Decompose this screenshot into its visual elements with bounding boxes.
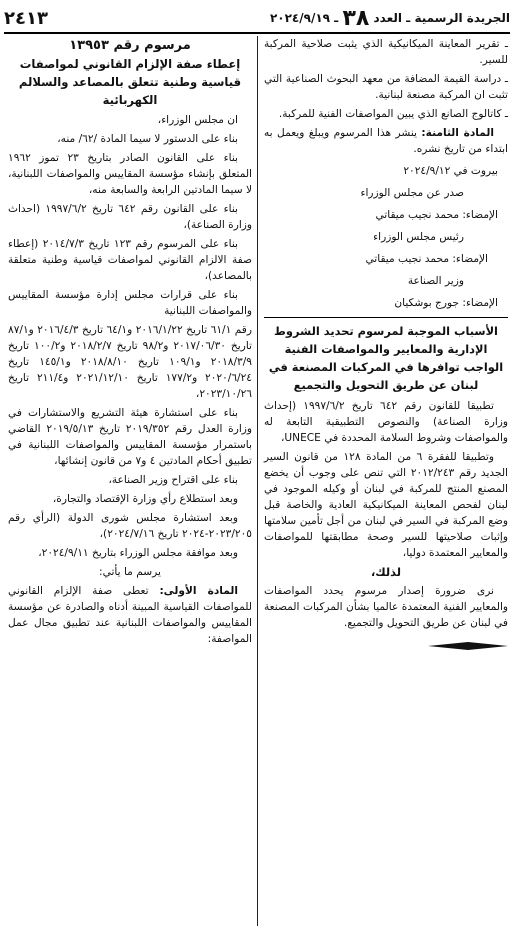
- page-number: ٢٤١٣: [4, 7, 48, 29]
- article-text: تعطى صفة الإلزام القانوني للمواصفات القياسية المبينة أدناه والصادرة عن مؤسسة المقاييس والمواصفات اللبنانية عند تطبيق مجال عمل المواصفة:: [8, 585, 252, 645]
- reasons-title: الأسباب الموجبة لمرسوم تحديد الشروط الإدارية والمعايير والمواصفات الفنية الواجب توافرها في المركبات المصنعة في لبنان عن طريق التحويل والتجميع: [268, 324, 504, 392]
- reasons-paragraph: تطبيقا للقانون رقم ٦٤٢ تاريخ ١٩٩٧/٦/٢ (إحداث وزارة الصناعة) والنصوص التطبيقية التابعة له والمواصفات وشروط السلامة المحددة في UNECE،: [264, 400, 508, 444]
- right-column: [264, 36, 508, 655]
- article-one: [8, 583, 252, 647]
- article-label: المادة الأولى:: [159, 585, 238, 597]
- preamble-paragraph: بناء على اقتراح وزير الصناعة،: [108, 474, 238, 486]
- minister-title: وزير الصناعة: [407, 275, 464, 287]
- preamble-paragraph: ان مجلس الوزراء،: [157, 114, 238, 126]
- preamble-paragraph: بناء على المرسوم رقم ١٢٣ تاريخ ٢٠١٤/٧/٣ (إعطاء صفة الالزام القانوني لمواصفات قياسية وطنية متعلقة بالمصاعد)،: [8, 238, 252, 282]
- preamble-paragraph: بناء على قرارات مجلس إدارة مؤسسة المقاييس والمواصفات اللبنانية: [8, 289, 252, 317]
- header-title: الجريدة الرسمية ـ العدد ٣٨ ـ ٢٠٢٤/٩/١٩: [269, 5, 510, 31]
- preamble-paragraph: وبعد موافقة مجلس الوزراء بتاريخ ٢٠٢٤/٩/١١،: [38, 547, 238, 559]
- issue-number: ٣٨: [342, 5, 370, 31]
- signature-block: [264, 163, 508, 311]
- list-item: ـ دراسة القيمة المضافة من معهد البحوث الصناعية التي تثبت ان المركبة مصنعة لبنانية.: [264, 73, 508, 101]
- preamble-paragraph: رقم ٦١/١ تاريخ ٢٠١٦/١/٢٢ و٦٤/١ تاريخ ٢٠١٦/٤/٣ و٨٧/١ تاريخ ٢٠١٧/٠٦/٣٠ و٩٨/٢ تاريخ ٢٠١٨/٢/٧ و١٠٠/٢ تاريخ ٢٠١٨/٣/٩ و١٠٩/١ تاريخ ٢٠١٨/٨/١٠ و١٤٥/١ تاريخ ٢٠٢٠/٦/٢٤ و١٧٧/٢ تاريخ ٢٠٢١/١٢/١٠ و٢١١/٤ تاريخ ٢٠٢٣/١٠/٢٦،: [8, 324, 252, 400]
- preamble-paragraph: وبعد استشارة مجلس شورى الدولة (الرأي رقم ٢٠٢٣/٢٠٥-٢٠٢٤ تاريخ ٢٠٢٤/٧/١٦)،: [8, 512, 252, 540]
- section-divider: [264, 317, 508, 318]
- left-column: [8, 36, 252, 650]
- issued-by: صدر عن مجلس الوزراء: [360, 187, 464, 199]
- preamble-paragraph: بناء على القانون رقم ٦٤٢ تاريخ ١٩٩٧/٦/٢ (احداث وزارة الصناعة)،: [8, 203, 252, 231]
- preamble-paragraph: بناء على الدستور لا سيما المادة /٦٢/ منه،: [57, 133, 238, 145]
- preamble-paragraph: بناء على استشارة هيئة التشريع والاستشارات في وزارة العدل رقم ٢٠١٩/٣٥٢ تاريخ ٢٠١٩/٥/١٣ القاضي باستمرار مؤسسة المقاييس والمواصفات اللبنانية في تطبيق أحكام المادتين ٤ و٧ من قانون إنشائها،: [8, 407, 252, 467]
- article-text: ينشر هذا المرسوم ويبلغ ويعمل به ابتداء من تاريخ نشره.: [264, 127, 508, 155]
- list-item: ـ تقرير المعاينة الميكانيكية الذي يثبت صلاحية المركبة للسير.: [264, 38, 508, 66]
- reasons-paragraph: نرى ضرورة إصدار مرسوم يحدد المواصفات والمعايير الفنية المعتمدة عالميا بشأن المركبات المصنعة في لبنان عن طريق التحويل والتجميع.: [264, 585, 508, 629]
- therefore-label: لذلك،: [370, 565, 402, 579]
- article-eight: [264, 125, 508, 157]
- article-label: المادة الثامنة:: [421, 127, 494, 139]
- signature-line: الإمضاء: محمد نجيب ميقاتي: [365, 253, 488, 265]
- decree-enact: يرسم ما يأتي:: [99, 566, 161, 578]
- issue-date: ٢٠٢٤/٩/١٩: [269, 10, 330, 25]
- end-ornament-icon: [428, 642, 508, 650]
- list-item: ـ كاتالوج الصانع الذي يبين المواصفات الفنية للمركبة.: [278, 108, 508, 120]
- signature-line: الإمضاء: جورج بوشكيان: [394, 297, 498, 309]
- signature-line: الإمضاء: محمد نجيب ميقاتي: [375, 209, 498, 221]
- decree-subject: إعطاء صفة الإلزام القانوني لمواصفات قياسية وطنية تتعلق بالمصاعد والسلالم الكهربائية: [18, 57, 242, 107]
- reasons-paragraph: وتطبيقا للفقرة ٦ من المادة ١٢٨ من قانون السير الجديد رقم ٢٠١٢/٢٤٣ التي تنص على وجوب أن يخضع المصنع المنتج للمركبة في لبنان أو وكيله الموجود في لبنان لفحص المعاينة الميكانيكية العادية والخاصة قبل وضع المركبة في السير في لبنان من أجل تأمين سلامتها وإثبات صلاحيتها للسير وصحة مطابقتها للمواصفات والمعايير المعتمدة دوليا،: [264, 451, 508, 559]
- preamble-paragraph: بناء على القانون الصادر بتاريخ ٢٣ تموز ١٩٦٢ المتعلق بإنشاء مؤسسة المقاييس والمواصفات اللبنانية، لا سيما المادتين الرابعة والسابعة منه،: [8, 152, 252, 196]
- pm-title: رئيس مجلس الوزراء: [373, 231, 464, 243]
- column-divider: [257, 36, 258, 926]
- preamble-paragraph: وبعد استطلاع رأي وزارة الإقتصاد والتجارة،: [52, 493, 238, 505]
- gazette-name: الجريدة الرسمية ـ العدد: [373, 10, 510, 25]
- place-date: بيروت في ٢٠٢٤/٩/١٢: [403, 165, 498, 177]
- page-header: [4, 4, 510, 34]
- decree-title: مرسوم رقم ١٣٩٥٣: [69, 38, 191, 53]
